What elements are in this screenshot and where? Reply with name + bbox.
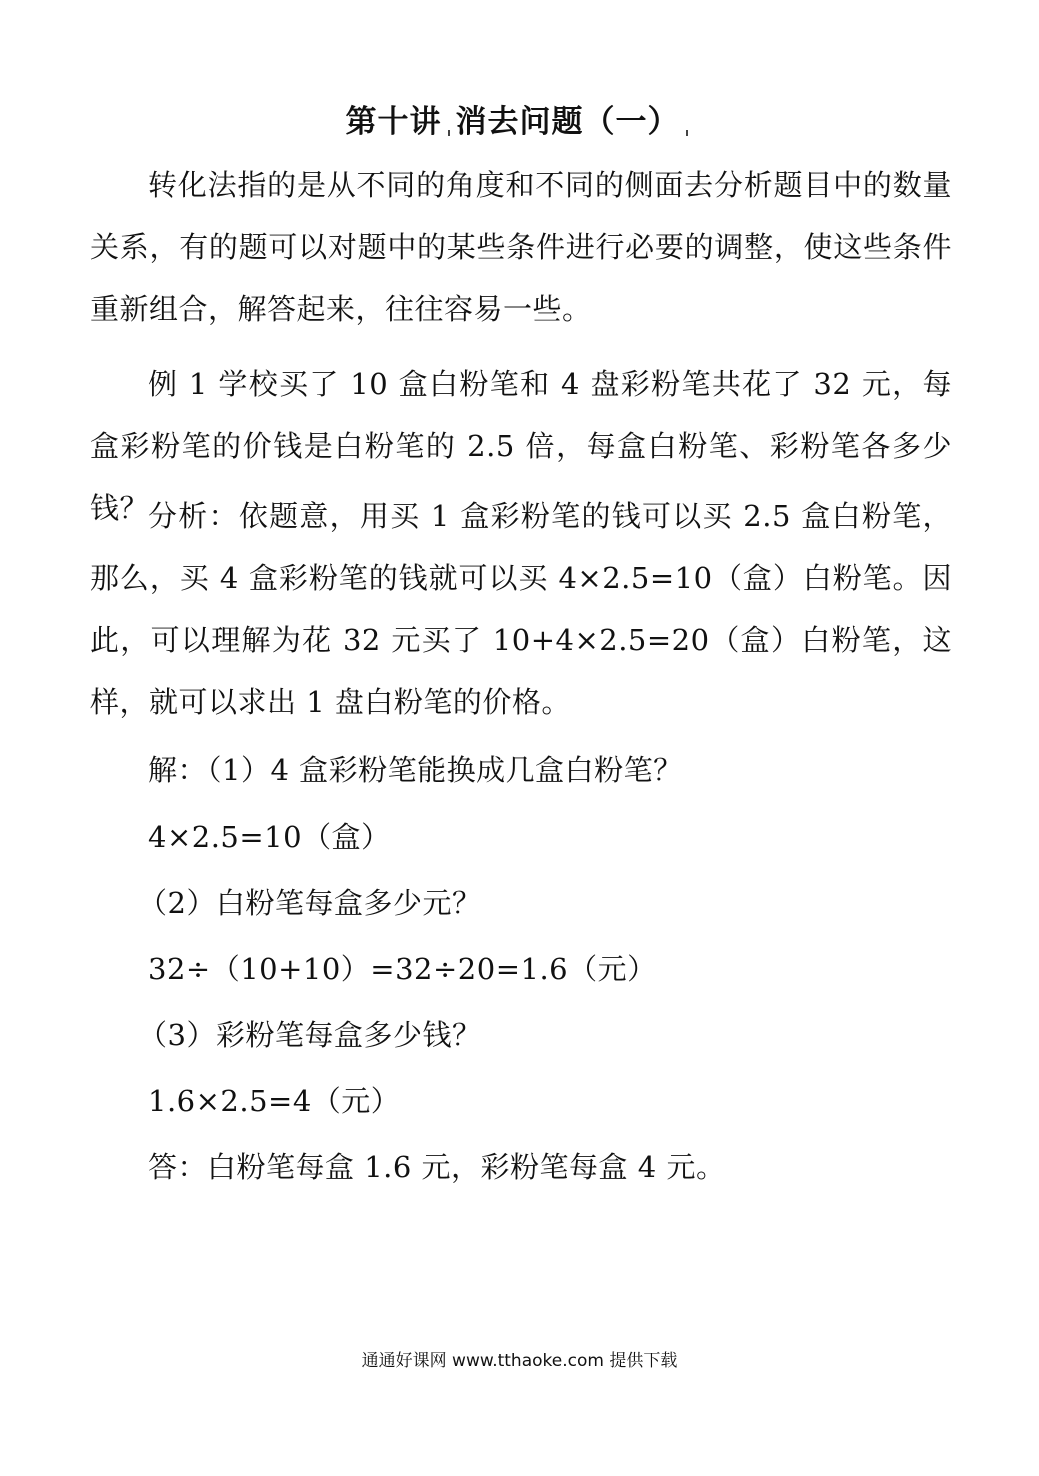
footer-credit: 通通好课网 www.tthaoke.com 提供下载 [361, 1351, 678, 1371]
solution-step-3-calc: 1.6×2.5=4（元） [148, 1084, 401, 1118]
analysis-paragraph-block [90, 485, 952, 733]
solution-step-2-question: （2）白粉笔每盒多少元？ [138, 886, 482, 920]
page-title [0, 102, 1039, 142]
intro-paragraph-block [90, 154, 952, 340]
title-separator [448, 130, 450, 136]
title-lecture-number: 第十讲 [345, 104, 442, 140]
solution-step-1-question: 解：（1）4 盒彩粉笔能换成几盒白粉笔？ [148, 753, 683, 787]
solution-step-1-calc: 4×2.5=10（盒） [148, 820, 391, 854]
example-paragraph: 例 1 学校买了 10 盒白粉笔和 4 盘彩粉笔共花了 32 元，每盒彩粉笔的价钱是白粉笔的 2.5 倍，每盒白粉笔、彩粉笔各多少钱？ [90, 367, 952, 525]
title-topic: 消去问题（一） [455, 104, 680, 140]
solution-step-3-question: （3）彩粉笔每盒多少钱？ [138, 1018, 482, 1052]
title-trailing-mark [686, 130, 688, 136]
intro-paragraph: 转化法指的是从不同的角度和不同的侧面去分析题目中的数量关系，有的题可以对题中的某些条件进行必要的调整，使这些条件重新组合，解答起来，往往容易一些。 [90, 168, 952, 326]
analysis-paragraph: 分析：依题意，用买 1 盒彩粉笔的钱可以买 2.5 盒白粉笔，那么，买 4 盒彩粉笔的钱就可以买 4×2.5=10（盒）白粉笔。因此，可以理解为花 32 元买了 10+4×2.5=20（盒）白粉笔，这样，就可以求出 1 盘白粉笔的价格。 [90, 499, 952, 719]
solution-answer: 答：白粉笔每盒 1.6 元，彩粉笔每盒 4 元。 [148, 1150, 726, 1184]
solution-step-2-calc: 32÷（10+10）=32÷20=1.6（元） [148, 952, 657, 986]
